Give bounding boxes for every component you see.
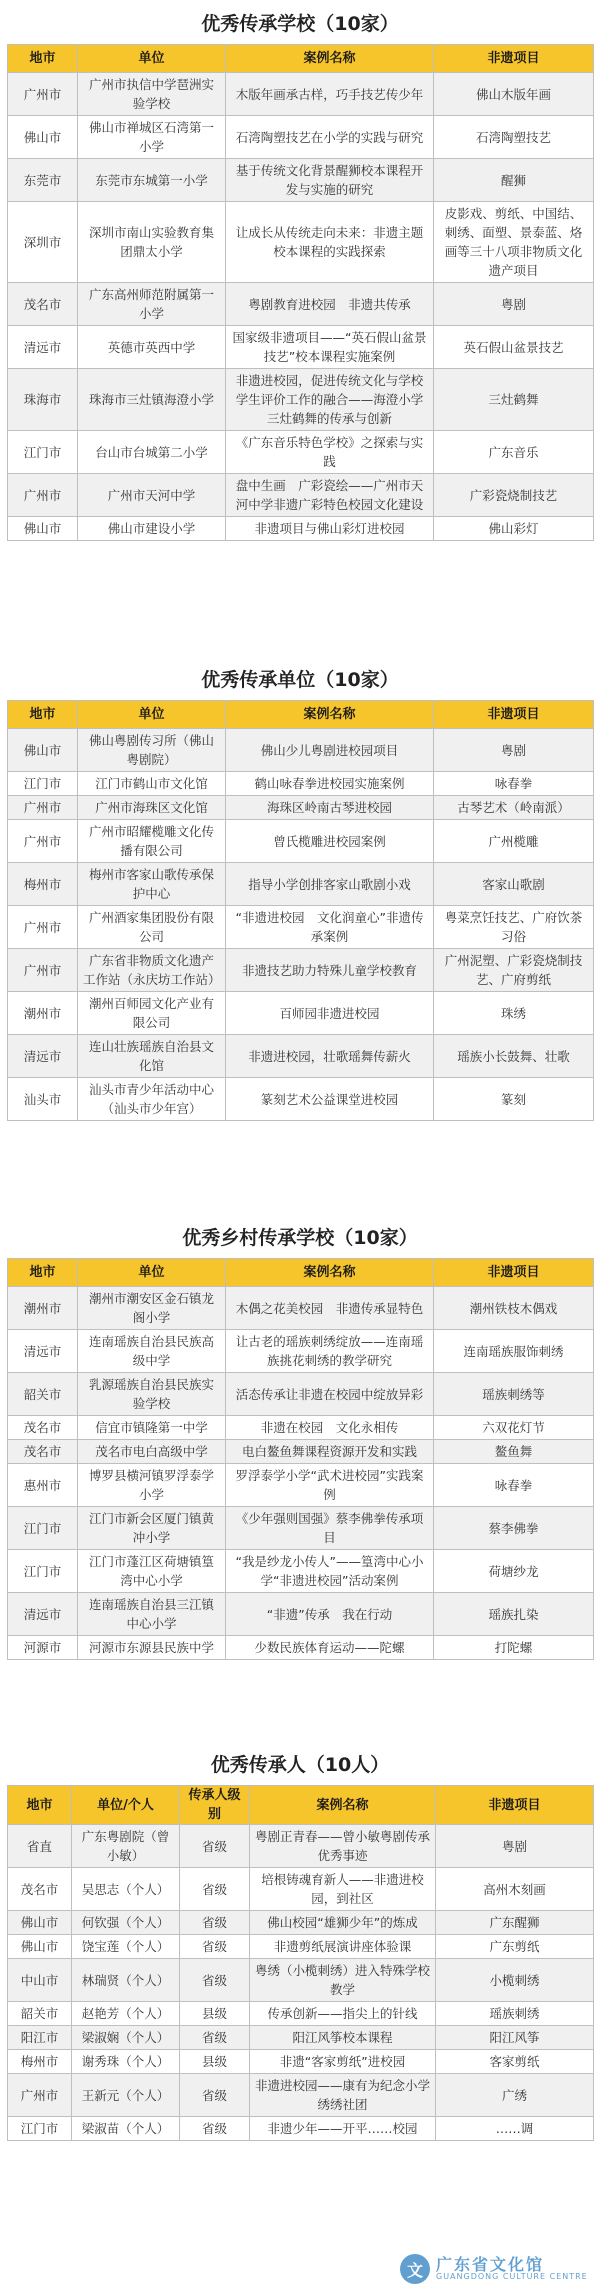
- section-rural-schools: [7, 1218, 593, 1660]
- table-cell: 非遗少年——开平……校园: [250, 2117, 436, 2141]
- table-cell: 潮州市: [8, 1287, 78, 1330]
- table-row: [8, 2074, 594, 2117]
- table-row: [8, 1868, 594, 1911]
- table-cell: 珠绣: [434, 992, 594, 1035]
- table-cell: 非遗在校园 文化永相传: [226, 1416, 434, 1440]
- table-cell: 台山市台城第二小学: [78, 431, 226, 474]
- table-cell: 佛山木版年画: [434, 73, 594, 116]
- column-header: 地市: [8, 1259, 78, 1287]
- table-cell: 指导小学创排客家山歌剧小戏: [226, 863, 434, 906]
- table-cell: 客家山歌剧: [434, 863, 594, 906]
- table-cell: 广州市: [8, 474, 78, 517]
- table-cell: 何钦强（个人）: [72, 1911, 180, 1935]
- table-cell: 清远市: [8, 1330, 78, 1373]
- section-title: 优秀传承人（10人）: [210, 1754, 390, 1776]
- units-table: [7, 700, 594, 1121]
- table-cell: 粤菜烹饪技艺、广府饮茶习俗: [434, 906, 594, 949]
- table-cell: 篆刻: [434, 1078, 594, 1121]
- table-row: [8, 729, 594, 772]
- table-cell: 佛山粤剧传习所（佛山粤剧院）: [78, 729, 226, 772]
- table-cell: 博罗县横河镇罗浮泰学小学: [78, 1464, 226, 1507]
- table-cell: 瑶族刺绣等: [434, 1373, 594, 1416]
- table-cell: “非遗进校园 文化润童心”非遗传承案例: [226, 906, 434, 949]
- table-cell: 石湾陶塑技艺: [434, 116, 594, 159]
- table-cell: 省级: [180, 1868, 250, 1911]
- table-cell: 非遗进校园，促进传统文化与学校学生评价工作的融合——海澄小学三灶鹤舞的传承与创新: [226, 369, 434, 431]
- table-row: [8, 2026, 594, 2050]
- table-header-row: [8, 1786, 594, 1825]
- table-cell: 东莞市: [8, 159, 78, 202]
- section-inheritors: [7, 1745, 593, 2141]
- table-cell: 非遗技艺助力特殊儿童学校教育: [226, 949, 434, 992]
- table-row: [8, 116, 594, 159]
- table-cell: 省级: [180, 2026, 250, 2050]
- table-row: [8, 1825, 594, 1868]
- table-cell: 省级: [180, 1959, 250, 2002]
- table-cell: 连山壮族瑶族自治县文化馆: [78, 1035, 226, 1078]
- table-cell: 佛山市禅城区石湾第一小学: [78, 116, 226, 159]
- table-cell: 非遗“客家剪纸”进校园: [250, 2050, 436, 2074]
- table-cell: 广州榄雕: [434, 820, 594, 863]
- table-cell: 乳源瑶族自治县民族实验学校: [78, 1373, 226, 1416]
- table-cell: 广州市执信中学琶洲实验学校: [78, 73, 226, 116]
- table-cell: 粤绣（小榄刺绣）进入特殊学校教学: [250, 1959, 436, 2002]
- table-row: [8, 2002, 594, 2026]
- column-header: 非遗项目: [434, 45, 594, 73]
- table-cell: 清远市: [8, 326, 78, 369]
- table-cell: 佛山市: [8, 517, 78, 541]
- table-cell: 珠海市: [8, 369, 78, 431]
- table-body: [8, 729, 594, 1121]
- table-cell: 广州市: [8, 73, 78, 116]
- table-cell: 阳江市: [8, 2026, 72, 2050]
- table-row: [8, 1507, 594, 1550]
- culture-centre-logo-icon: 文: [400, 2254, 430, 2284]
- table-cell: 省直: [8, 1825, 72, 1868]
- column-header: 案例名称: [250, 1786, 436, 1825]
- table-cell: 广州市: [8, 906, 78, 949]
- table-cell: 非遗进校园——康有为纪念小学绣绣社团: [250, 2074, 436, 2117]
- table-cell: 瑶族刺绣: [436, 2002, 594, 2026]
- table-cell: 广州酒家集团股份有限公司: [78, 906, 226, 949]
- table-cell: 荷塘纱龙: [434, 1550, 594, 1593]
- table-cell: 广东音乐: [434, 431, 594, 474]
- table-cell: “我是纱龙小传人”——篁湾中心小学“非遗进校园”活动案例: [226, 1550, 434, 1593]
- table-cell: 广州市: [8, 2074, 72, 2117]
- table-cell: 粤剧: [434, 729, 594, 772]
- table-cell: 县级: [180, 2002, 250, 2026]
- table-cell: 河源市东源县民族中学: [78, 1636, 226, 1660]
- table-row: [8, 1911, 594, 1935]
- table-cell: 基于传统文化背景醒狮校本课程开发与实施的研究: [226, 159, 434, 202]
- table-row: [8, 906, 594, 949]
- table-cell: 江门市新会区厦门镇黄冲小学: [78, 1507, 226, 1550]
- table-cell: 石湾陶塑技艺在小学的实践与研究: [226, 116, 434, 159]
- table-row: [8, 283, 594, 326]
- table-cell: 信宜市镇隆第一中学: [78, 1416, 226, 1440]
- table-row: [8, 202, 594, 283]
- table-cell: 阳江风筝校本课程: [250, 2026, 436, 2050]
- table-cell: 古琴艺术（岭南派）: [434, 796, 594, 820]
- table-cell: 三灶鹤舞: [434, 369, 594, 431]
- table-row: [8, 992, 594, 1035]
- column-header: 案例名称: [226, 45, 434, 73]
- table-cell: 惠州市: [8, 1464, 78, 1507]
- table-row: [8, 73, 594, 116]
- table-cell: 鳌鱼舞: [434, 1440, 594, 1464]
- table-cell: 清远市: [8, 1035, 78, 1078]
- table-cell: 梁淑娴（个人）: [72, 2026, 180, 2050]
- table-cell: 广绣: [436, 2074, 594, 2117]
- table-row: [8, 1959, 594, 2002]
- table-row: [8, 1416, 594, 1440]
- table-cell: 吴思志（个人）: [72, 1868, 180, 1911]
- table-cell: 百师园非遗进校园: [226, 992, 434, 1035]
- table-row: [8, 326, 594, 369]
- table-cell: 醒狮: [434, 159, 594, 202]
- table-cell: 汕头市青少年活动中心（汕头市少年宫）: [78, 1078, 226, 1121]
- table-cell: “非遗”传承 我在行动: [226, 1593, 434, 1636]
- column-header: 非遗项目: [436, 1786, 594, 1825]
- column-header: 单位/个人: [72, 1786, 180, 1825]
- table-header-row: [8, 1259, 594, 1287]
- table-cell: 高州木刻画: [436, 1868, 594, 1911]
- table-cell: 深圳市: [8, 202, 78, 283]
- table-cell: 王新元（个人）: [72, 2074, 180, 2117]
- table-cell: 英德市英西中学: [78, 326, 226, 369]
- table-cell: 省级: [180, 2074, 250, 2117]
- table-cell: 盘中生画 广彩瓷绘——广州市天河中学非遗广彩特色校园文化建设: [226, 474, 434, 517]
- table-cell: 饶宝莲（个人）: [72, 1935, 180, 1959]
- table-cell: 佛山少儿粤剧进校园项目: [226, 729, 434, 772]
- table-cell: 佛山市: [8, 1911, 72, 1935]
- table-cell: 江门市鹤山市文化馆: [78, 772, 226, 796]
- table-cell: 梁淑苗（个人）: [72, 2117, 180, 2141]
- table-cell: 广州泥塑、广彩瓷烧制技艺、广府剪纸: [434, 949, 594, 992]
- table-row: [8, 1035, 594, 1078]
- table-row: [8, 796, 594, 820]
- table-cell: 佛山市建设小学: [78, 517, 226, 541]
- table-cell: 潮州市潮安区金石镇龙阁小学: [78, 1287, 226, 1330]
- table-cell: 江门市蓬江区荷塘镇篁湾中心小学: [78, 1550, 226, 1593]
- table-cell: 非遗进校园，壮歌瑶舞传薪火: [226, 1035, 434, 1078]
- table-cell: 东莞市东城第一小学: [78, 159, 226, 202]
- table-cell: 木版年画承古样，巧手技艺传少年: [226, 73, 434, 116]
- table-cell: 汕头市: [8, 1078, 78, 1121]
- table-cell: 省级: [180, 1825, 250, 1868]
- watermark-name-cn: 广东省文化馆: [436, 2254, 545, 2274]
- schools-table: [7, 44, 594, 541]
- table-cell: 广州市昭耀榄雕文化传播有限公司: [78, 820, 226, 863]
- table-cell: 连南瑶族服饰刺绣: [434, 1330, 594, 1373]
- table-cell: 潮州市: [8, 992, 78, 1035]
- table-row: [8, 517, 594, 541]
- column-header: 案例名称: [226, 1259, 434, 1287]
- column-header: 非遗项目: [434, 701, 594, 729]
- column-header: 单位: [78, 1259, 226, 1287]
- table-cell: 广州市: [8, 796, 78, 820]
- table-cell: 广州市: [8, 949, 78, 992]
- table-cell: ……调: [436, 2117, 594, 2141]
- table-row: [8, 1287, 594, 1330]
- rural-schools-table: [7, 1258, 594, 1660]
- table-cell: 林瑞贤（个人）: [72, 1959, 180, 2002]
- table-cell: 打陀螺: [434, 1636, 594, 1660]
- table-row: [8, 1464, 594, 1507]
- table-cell: 梅州市客家山歌传承保护中心: [78, 863, 226, 906]
- table-body: [8, 73, 594, 541]
- table-cell: 让成长从传统走向未来：非遗主题校本课程的实践探索: [226, 202, 434, 283]
- table-cell: 广州市海珠区文化馆: [78, 796, 226, 820]
- table-cell: 赵艳芳（个人）: [72, 2002, 180, 2026]
- table-cell: 河源市: [8, 1636, 78, 1660]
- table-cell: 广东剪纸: [436, 1935, 594, 1959]
- table-row: [8, 1593, 594, 1636]
- section-excellent-schools: [7, 4, 593, 541]
- table-cell: 培根铸魂育新人——非遗进校园，到社区: [250, 1868, 436, 1911]
- section-title: 优秀传承单位（10家）: [201, 669, 399, 691]
- table-cell: 曾氏榄雕进校园案例: [226, 820, 434, 863]
- table-cell: 客家剪纸: [436, 2050, 594, 2074]
- column-header: 单位: [78, 701, 226, 729]
- table-row: [8, 369, 594, 431]
- column-header: 案例名称: [226, 701, 434, 729]
- table-cell: 江门市: [8, 431, 78, 474]
- table-row: [8, 2117, 594, 2141]
- table-cell: 粤剧: [436, 1825, 594, 1868]
- column-header: 地市: [8, 45, 78, 73]
- table-cell: 六双花灯节: [434, 1416, 594, 1440]
- table-cell: 非遗剪纸展演讲座体验课: [250, 1935, 436, 1959]
- table-row: [8, 1078, 594, 1121]
- table-row: [8, 431, 594, 474]
- table-cell: 连南瑶族自治县三江镇中心小学: [78, 1593, 226, 1636]
- table-cell: 让古老的瑶族刺绣绽放——连南瑶族挑花刺绣的教学研究: [226, 1330, 434, 1373]
- table-cell: 广州市: [8, 820, 78, 863]
- table-cell: 皮影戏、剪纸、中国结、刺绣、面塑、景泰蓝、烙画等三十八项非物质文化遗产项目: [434, 202, 594, 283]
- table-row: [8, 159, 594, 202]
- table-cell: 鹤山咏春拳进校园实施案例: [226, 772, 434, 796]
- table-cell: 江门市: [8, 2117, 72, 2141]
- table-cell: 咏春拳: [434, 772, 594, 796]
- table-row: [8, 949, 594, 992]
- table-cell: 潮州百师园文化产业有限公司: [78, 992, 226, 1035]
- table-body: [8, 1287, 594, 1660]
- table-cell: 茂名市: [8, 1868, 72, 1911]
- inheritors-table: [7, 1785, 594, 2141]
- table-cell: 非遗项目与佛山彩灯进校园: [226, 517, 434, 541]
- watermark-logo: [400, 2252, 592, 2286]
- section-excellent-units: [7, 660, 593, 1121]
- table-body: [8, 1825, 594, 2141]
- table-cell: 梅州市: [8, 2050, 72, 2074]
- table-cell: 阳江风筝: [436, 2026, 594, 2050]
- table-cell: 罗浮泰学小学“武术进校园”实践案例: [226, 1464, 434, 1507]
- table-cell: 佛山彩灯: [434, 517, 594, 541]
- table-cell: 广东醒狮: [436, 1911, 594, 1935]
- table-cell: 《广东音乐特色学校》之探索与实践: [226, 431, 434, 474]
- column-header: 传承人级别: [180, 1786, 250, 1825]
- table-cell: 电白鳌鱼舞课程资源开发和实践: [226, 1440, 434, 1464]
- table-cell: 蔡李佛拳: [434, 1507, 594, 1550]
- table-cell: 佛山市: [8, 1935, 72, 1959]
- table-cell: 佛山校园“雄狮少年”的炼成: [250, 1911, 436, 1935]
- table-cell: 粤剧: [434, 283, 594, 326]
- table-row: [8, 2050, 594, 2074]
- table-cell: 珠海市三灶镇海澄小学: [78, 369, 226, 431]
- table-row: [8, 1440, 594, 1464]
- table-header-row: [8, 701, 594, 729]
- column-header: 非遗项目: [434, 1259, 594, 1287]
- table-cell: 佛山市: [8, 116, 78, 159]
- table-row: [8, 1636, 594, 1660]
- table-cell: 江门市: [8, 1507, 78, 1550]
- table-cell: 传承创新——指尖上的针线: [250, 2002, 436, 2026]
- table-cell: 瑶族小长鼓舞、壮歌: [434, 1035, 594, 1078]
- table-row: [8, 1373, 594, 1416]
- table-cell: 韶关市: [8, 2002, 72, 2026]
- watermark-text: [436, 2256, 588, 2282]
- table-row: [8, 820, 594, 863]
- table-cell: 省级: [180, 2117, 250, 2141]
- table-cell: 清远市: [8, 1593, 78, 1636]
- table-cell: 茂名市电白高级中学: [78, 1440, 226, 1464]
- table-row: [8, 772, 594, 796]
- table-cell: 中山市: [8, 1959, 72, 2002]
- table-cell: 省级: [180, 1911, 250, 1935]
- section-title: 优秀乡村传承学校（10家）: [182, 1227, 418, 1249]
- table-cell: 深圳市南山实验教育集团鼎太小学: [78, 202, 226, 283]
- table-row: [8, 1330, 594, 1373]
- table-cell: 江门市: [8, 1550, 78, 1593]
- table-cell: 谢秀珠（个人）: [72, 2050, 180, 2074]
- table-cell: 广州市天河中学: [78, 474, 226, 517]
- table-cell: 粤剧教育进校园 非遗共传承: [226, 283, 434, 326]
- table-cell: 茂名市: [8, 283, 78, 326]
- column-header: 地市: [8, 1786, 72, 1825]
- table-cell: 广东粤剧院（曾小敏）: [72, 1825, 180, 1868]
- table-cell: 木偶之花美校园 非遗传承显特色: [226, 1287, 434, 1330]
- table-cell: 《少年强则国强》蔡李佛拳传承项目: [226, 1507, 434, 1550]
- table-row: [8, 863, 594, 906]
- table-cell: 县级: [180, 2050, 250, 2074]
- watermark-name-en: GUANGDONG CULTURE CENTRE: [436, 2272, 588, 2282]
- table-cell: 咏春拳: [434, 1464, 594, 1507]
- table-cell: 梅州市: [8, 863, 78, 906]
- table-cell: 佛山市: [8, 729, 78, 772]
- table-row: [8, 1935, 594, 1959]
- table-row: [8, 1550, 594, 1593]
- table-cell: 少数民族体育运动——陀螺: [226, 1636, 434, 1660]
- table-cell: 茂名市: [8, 1416, 78, 1440]
- table-cell: 小榄刺绣: [436, 1959, 594, 2002]
- table-cell: 英石假山盆景技艺: [434, 326, 594, 369]
- column-header: 地市: [8, 701, 78, 729]
- table-cell: 潮州铁枝木偶戏: [434, 1287, 594, 1330]
- table-cell: 省级: [180, 1935, 250, 1959]
- table-cell: 瑶族扎染: [434, 1593, 594, 1636]
- section-title: 优秀传承学校（10家）: [201, 13, 399, 35]
- table-cell: 茂名市: [8, 1440, 78, 1464]
- table-cell: 国家级非遗项目——“英石假山盆景技艺”校本课程实施案例: [226, 326, 434, 369]
- table-cell: 活态传承让非遗在校园中绽放异彩: [226, 1373, 434, 1416]
- table-row: [8, 474, 594, 517]
- table-cell: 粤剧正青春——曾小敏粤剧传承优秀事迹: [250, 1825, 436, 1868]
- table-cell: 篆刻艺术公益课堂进校园: [226, 1078, 434, 1121]
- table-cell: 韶关市: [8, 1373, 78, 1416]
- table-header-row: [8, 45, 594, 73]
- column-header: 单位: [78, 45, 226, 73]
- table-cell: 海珠区岭南古琴进校园: [226, 796, 434, 820]
- table-cell: 广彩瓷烧制技艺: [434, 474, 594, 517]
- table-cell: 江门市: [8, 772, 78, 796]
- table-cell: 广东省非物质文化遗产工作站（永庆坊工作站）: [78, 949, 226, 992]
- table-cell: 广东高州师范附属第一小学: [78, 283, 226, 326]
- table-cell: 连南瑶族自治县民族高级中学: [78, 1330, 226, 1373]
